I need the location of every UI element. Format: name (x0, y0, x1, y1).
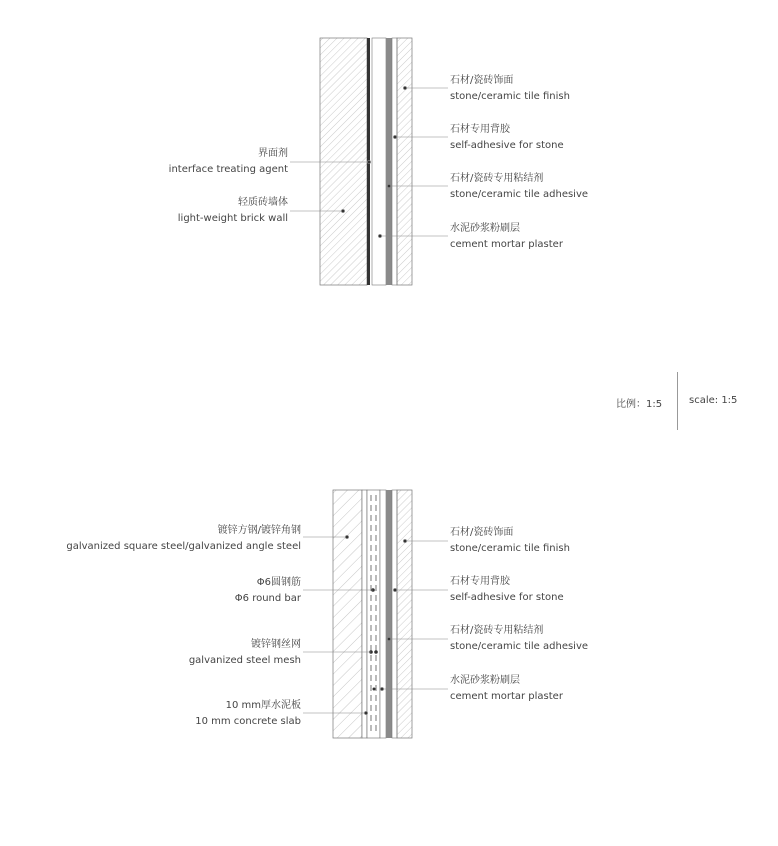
d2-label-concrete-slab: 10 mm厚水泥板 10 mm concrete slab (195, 700, 301, 727)
wall-section-1 (290, 38, 448, 285)
stone-finish-layer (397, 38, 412, 285)
self-adhesive-layer (392, 38, 397, 285)
d1-label-interface-agent: 界面剂 interface treating agent (168, 148, 288, 175)
d2-label-galvanized-steel: 镀锌方钢/镀锌角钢 galvanized square steel/galvanized angle steel (66, 525, 301, 552)
steel-frame-layer (362, 490, 367, 738)
d2-label-mortar-plaster: 水泥砂浆粉刷层 cement mortar plaster (450, 675, 563, 702)
stone-finish-layer (397, 490, 412, 738)
d1-label-tile-adhesive: 石材/瓷砖专用粘结剂 stone/ceramic tile adhesive (450, 173, 589, 200)
brick-wall (320, 38, 367, 285)
d1-label-stone-finish: 石材/瓷砖饰面 stone/ceramic tile finish (450, 75, 570, 102)
wall-section-2 (303, 490, 448, 738)
mortar-plaster-layer (380, 490, 386, 738)
d2-label-self-adhesive: 石材专用背胶 self-adhesive for stone (450, 576, 564, 603)
mesh-cavity (367, 490, 380, 738)
tile-adhesive-layer (386, 38, 392, 285)
d2-label-tile-adhesive: 石材/瓷砖专用粘结剂 stone/ceramic tile adhesive (450, 625, 589, 652)
tile-adhesive-layer (386, 490, 392, 738)
d2-label-stone-finish: 石材/瓷砖饰面 stone/ceramic tile finish (450, 527, 570, 554)
d1-label-self-adhesive: 石材专用背胶 self-adhesive for stone (450, 124, 564, 151)
d2-label-steel-mesh: 镀锌钢丝网 galvanized steel mesh (188, 639, 301, 666)
self-adhesive-layer (392, 490, 397, 738)
scale-divider (677, 372, 678, 430)
concrete-slab-outer (333, 490, 362, 738)
d1-label-brick-wall: 轻质砖墙体 light-weight brick wall (177, 197, 288, 224)
d1-label-mortar-plaster: 水泥砂浆粉刷层 cement mortar plaster (450, 223, 563, 250)
mortar-plaster-layer (372, 38, 386, 285)
scale-en: scale: 1:5 (689, 395, 738, 406)
scale-zh: 比例：1:5 (616, 399, 663, 410)
d2-label-round-bar: Φ6圆钢筋 Φ6 round bar (234, 577, 301, 604)
